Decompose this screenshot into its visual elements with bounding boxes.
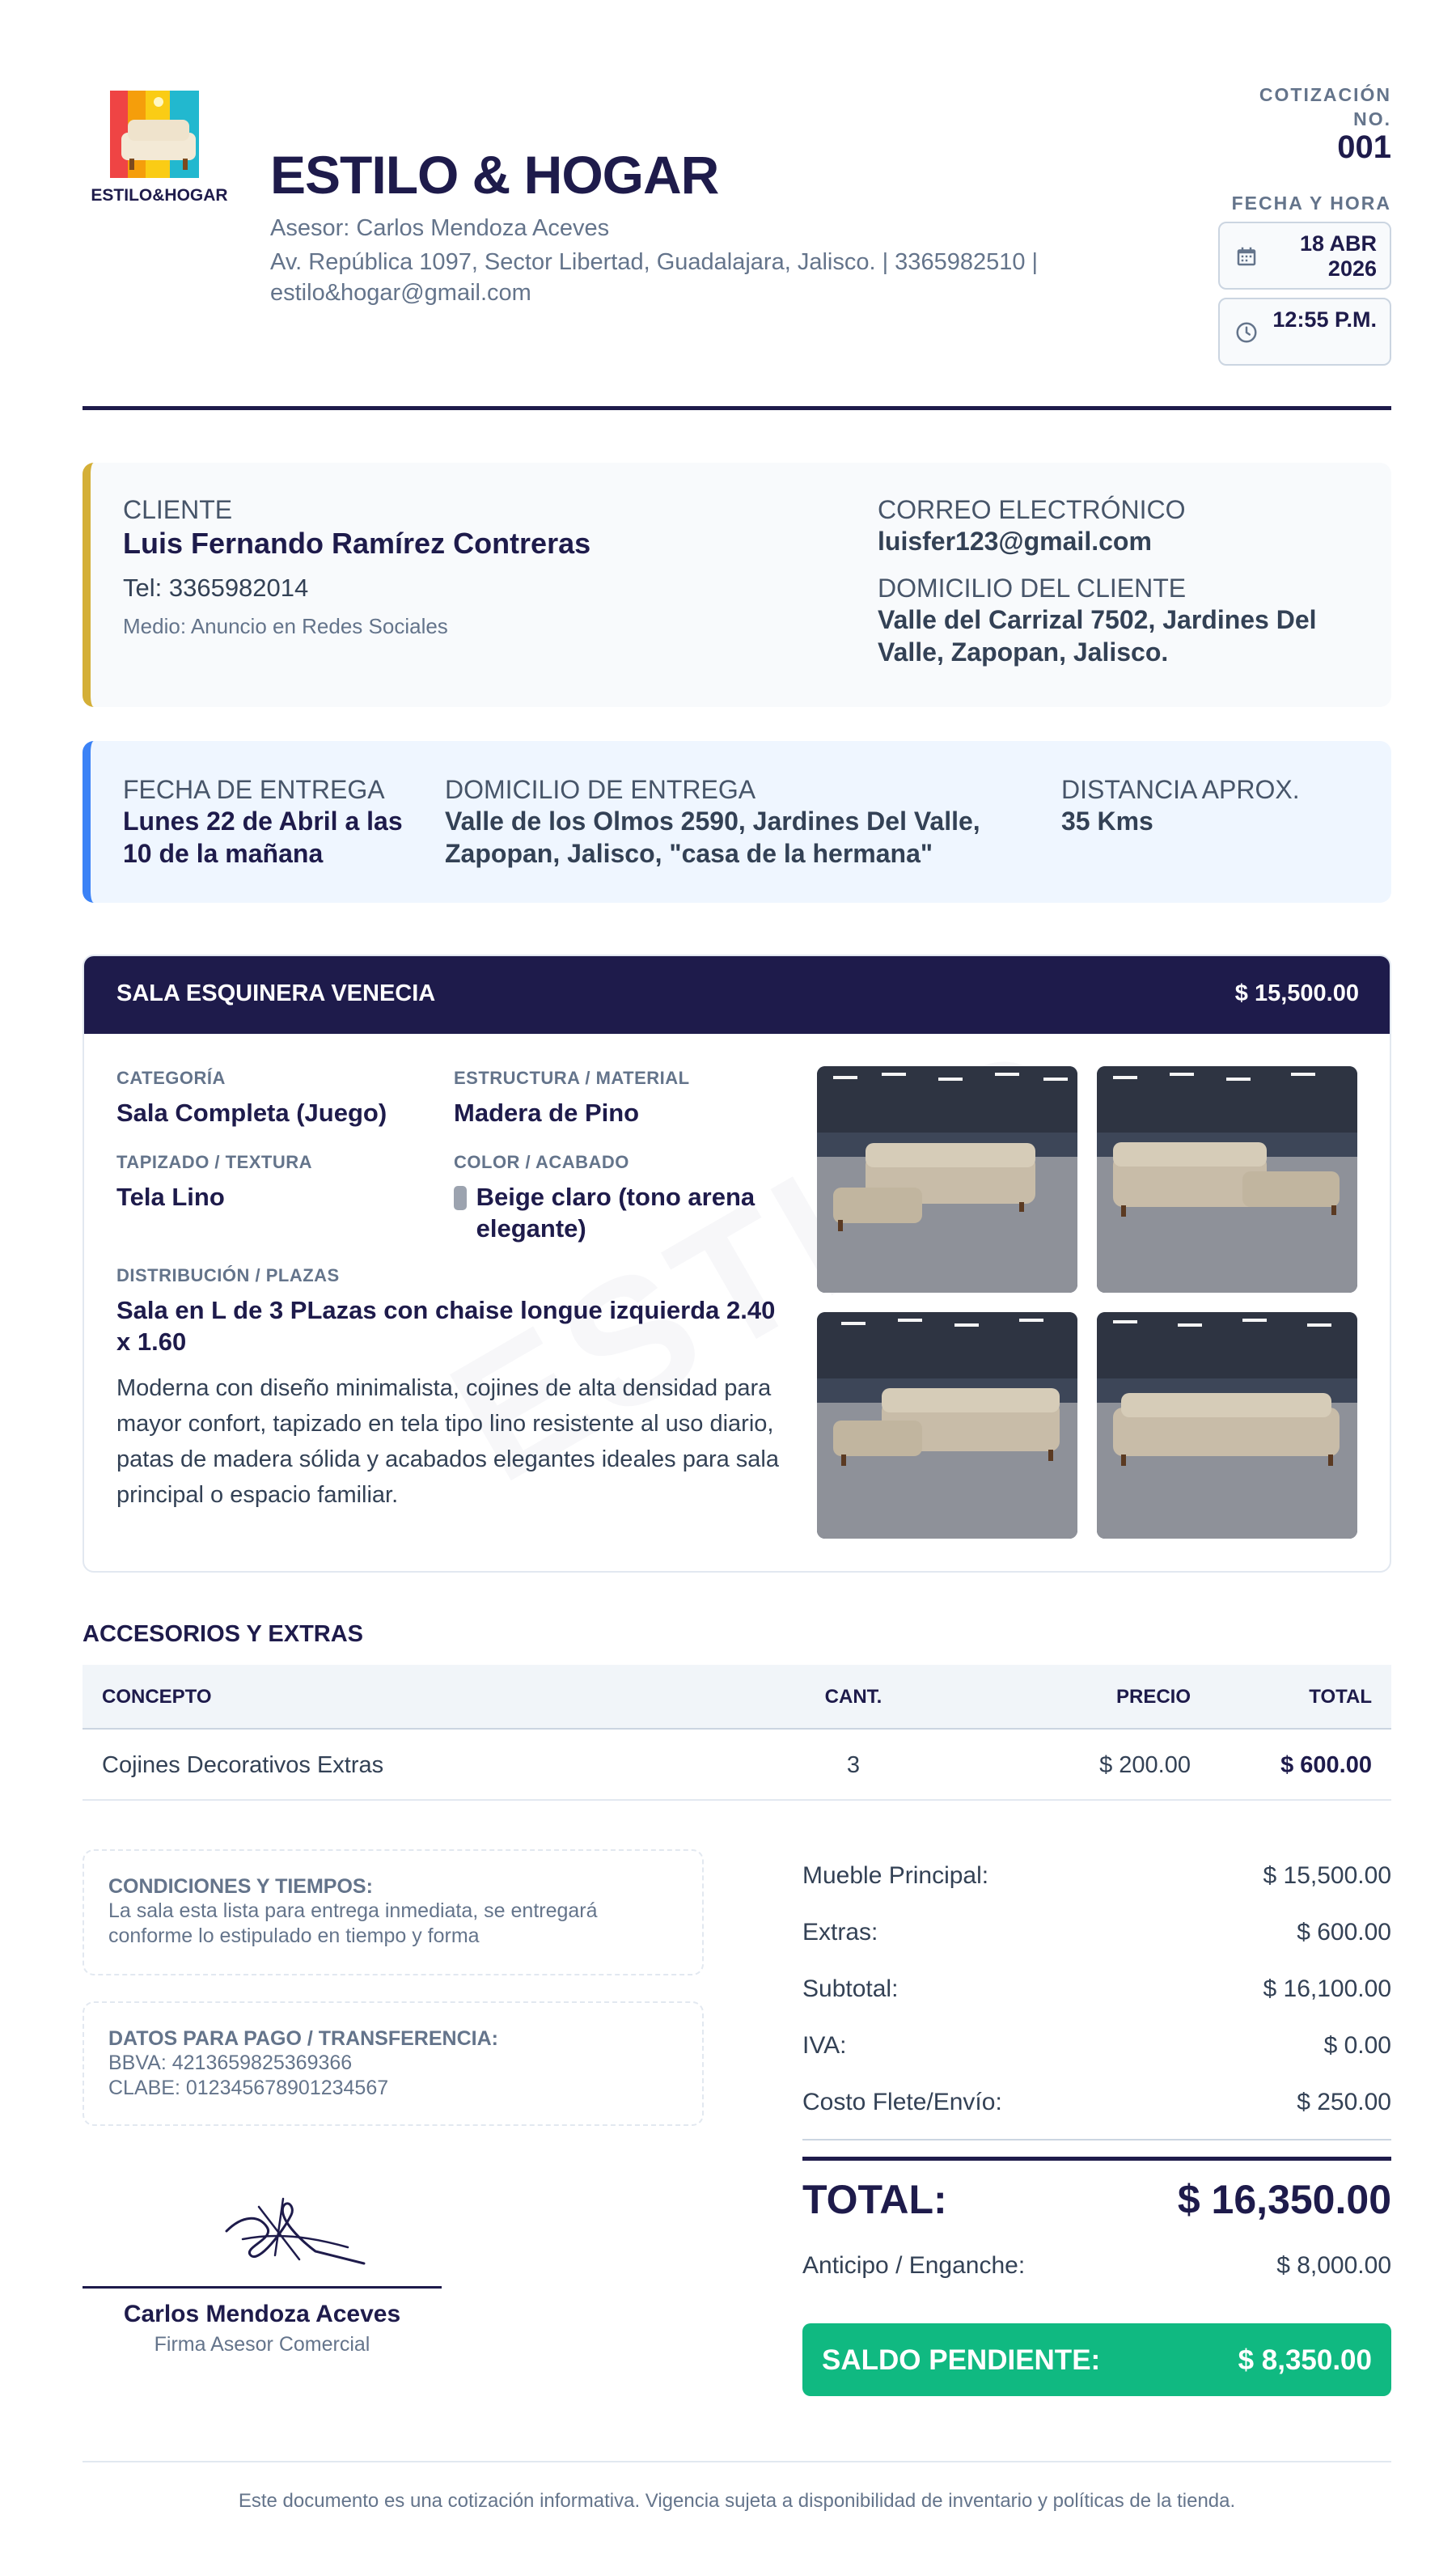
date-box — [1218, 222, 1391, 290]
subtotal-label: Subtotal: — [802, 1975, 899, 2002]
total-row-extras — [802, 1919, 1391, 1951]
total-value: $ 16,350.00 — [1177, 2177, 1391, 2222]
client-label: CLIENTE — [123, 495, 233, 524]
quote-time: 12:55 P.M. — [1272, 307, 1377, 332]
grand-total — [802, 2176, 1391, 2225]
signature-image — [210, 2183, 388, 2272]
spec-category — [116, 1068, 432, 1128]
subtotal-value: $ 16,100.00 — [1263, 1975, 1391, 2002]
spec-structure — [454, 1068, 777, 1128]
spec-upholstery-label: TAPIZADO / TEXTURA — [116, 1152, 313, 1172]
spec-color-label: COLOR / ACABADO — [454, 1152, 629, 1172]
brand-title: ESTILO & HOGAR — [270, 145, 719, 205]
client-address: Valle del Carrizal 7502, Jardines Del Valle, Zapopan, Jalisco. — [878, 605, 1317, 667]
extras-title: ACCESORIOS Y EXTRAS — [83, 1621, 364, 1647]
total-row-iva — [802, 2032, 1391, 2064]
extras-value: $ 600.00 — [1297, 1919, 1391, 1946]
quote-date: 18 ABR 2026 — [1299, 231, 1377, 281]
spec-upholstery-value: Tela Lino — [116, 1183, 225, 1211]
spec-structure-value: Madera de Pino — [454, 1099, 640, 1127]
spec-color-value: Beige claro (tono arena elegante) — [476, 1183, 756, 1243]
product-name: SALA ESQUINERA VENECIA — [116, 980, 436, 1006]
row-concept: Cojines Decorativos Extras — [102, 1752, 384, 1778]
spec-structure-label: ESTRUCTURA / MATERIAL — [454, 1068, 690, 1088]
client-address-label: DOMICILIO DEL CLIENTE — [878, 574, 1187, 603]
total-row-subtotal — [802, 1975, 1391, 2008]
deposit-label: Anticipo / Enganche: — [802, 2252, 1026, 2279]
col-total: TOTAL — [1309, 1686, 1372, 1708]
product-photo-3 — [817, 1312, 1077, 1539]
delivery-address: Valle de los Olmos 2590, Jardines Del Valle, Zapopan, Jalisco, "casa de la hermana" — [445, 807, 980, 868]
main-value: $ 15,500.00 — [1263, 1862, 1391, 1889]
payment-title: DATOS PARA PAGO / TRANSFERENCIA: — [108, 2027, 498, 2050]
delivery-card — [83, 741, 1391, 903]
calendar-icon — [1234, 244, 1259, 269]
signature-name: Carlos Mendoza Aceves — [123, 2301, 401, 2327]
product-description: Moderna con diseño minimalista, cojines de alta densidad para mayor confort, tapizado en tela tipo lino resistente al uso diario, patas de madera sólida y acabados elegantes ideales para sala principal o espacio familiar. — [116, 1375, 779, 1508]
client-card — [83, 463, 1391, 707]
product-photo-4 — [1097, 1312, 1357, 1539]
row-total: $ 600.00 — [1280, 1752, 1372, 1778]
payment-clabe: CLABE: 012345678901234567 — [108, 2077, 389, 2099]
table-row — [83, 1730, 1391, 1801]
datetime-label: FECHA Y HORA — [1231, 193, 1391, 214]
product-price: $ 15,500.00 — [1234, 980, 1359, 1006]
svg-text:ESTILO&HOGAR: ESTILO&HOGAR — [91, 186, 228, 205]
conditions-text: La sala esta lista para entrega inmediata, se entregará conforme lo estipulado en tiempo y forma — [108, 1899, 598, 1947]
product-card — [83, 955, 1391, 1573]
spec-category-value: Sala Completa (Juego) — [116, 1099, 387, 1127]
client-source: Medio: Anuncio en Redes Sociales — [123, 614, 448, 638]
clock-icon — [1234, 320, 1259, 345]
delivery-date: Lunes 22 de Abril a las 10 de la mañana — [123, 807, 403, 868]
shipping-label: Costo Flete/Envío: — [802, 2089, 1002, 2115]
signature-role: Firma Asesor Comercial — [154, 2333, 370, 2356]
store-address: Av. República 1097, Sector Libertad, Guadalajara, Jalisco. | 3365982510 | — [270, 249, 1039, 275]
col-concept: CONCEPTO — [102, 1686, 212, 1708]
iva-label: IVA: — [802, 2032, 847, 2059]
deposit-value: $ 8,000.00 — [1276, 2252, 1391, 2279]
total-label: TOTAL: — [802, 2177, 947, 2222]
conditions-box — [83, 1849, 704, 1975]
footer-disclaimer: Este documento es una cotización informativa. Vigencia sujeta a disponibilidad de inventario y políticas de la tienda. — [238, 2490, 1236, 2512]
balance-value: $ 8,350.00 — [1238, 2344, 1372, 2376]
delivery-date-label: FECHA DE ENTREGA — [123, 775, 385, 804]
delivery-address-label: DOMICILIO DE ENTREGA — [445, 775, 756, 804]
payment-box — [83, 2001, 704, 2126]
brand-logo — [86, 87, 233, 209]
totals-divider — [802, 2139, 1391, 2140]
total-row-main — [802, 1862, 1391, 1895]
totals-divider-thick — [802, 2157, 1391, 2161]
footer-divider — [83, 2461, 1391, 2462]
table-header — [83, 1665, 1391, 1730]
store-email: estilo&hogar@gmail.com — [270, 280, 531, 306]
spec-distribution-label: DISTRIBUCIÓN / PLAZAS — [116, 1265, 340, 1285]
time-box — [1218, 298, 1391, 366]
row-qty: 3 — [846, 1752, 861, 1778]
iva-value: $ 0.00 — [1323, 2032, 1391, 2059]
quote-number-label: COTIZACIÓN NO. — [1259, 84, 1391, 129]
col-qty: CANT. — [824, 1686, 882, 1708]
product-photo-2 — [1097, 1066, 1357, 1293]
extras-label: Extras: — [802, 1919, 878, 1946]
signature-line — [83, 2286, 442, 2289]
main-label: Mueble Principal: — [802, 1862, 989, 1889]
row-price: $ 200.00 — [1099, 1752, 1191, 1778]
product-photo-1 — [817, 1066, 1077, 1293]
spec-category-label: CATEGORÍA — [116, 1068, 226, 1088]
client-name: Luis Fernando Ramírez Contreras — [123, 527, 591, 560]
product-header — [84, 956, 1391, 1034]
quote-document — [83, 0, 1391, 2566]
header-divider — [83, 406, 1391, 410]
shipping-value: $ 250.00 — [1297, 2089, 1391, 2115]
spec-upholstery — [116, 1152, 432, 1213]
spec-color — [454, 1152, 785, 1244]
total-row-deposit — [802, 2252, 1391, 2284]
spec-distribution — [116, 1265, 780, 1357]
distance-value: 35 Kms — [1061, 807, 1153, 836]
payment-bbva: BBVA: 4213659825369366 — [108, 2052, 353, 2074]
advisor-name: Asesor: Carlos Mendoza Aceves — [270, 215, 610, 241]
conditions-title: CONDICIONES Y TIEMPOS: — [108, 1875, 373, 1898]
quote-number: 001 — [1337, 129, 1391, 165]
extras-table — [83, 1665, 1391, 1801]
distance-label: DISTANCIA APROX. — [1061, 775, 1300, 804]
client-email: luisfer123@gmail.com — [878, 527, 1152, 556]
balance-label: SALDO PENDIENTE: — [822, 2344, 1101, 2376]
total-row-shipping — [802, 2089, 1391, 2121]
balance-box — [802, 2323, 1391, 2396]
spec-distribution-value: Sala en L de 3 PLazas con chaise longue izquierda 2.40 x 1.60 — [116, 1296, 776, 1356]
client-phone: Tel: 3365982014 — [123, 574, 309, 602]
color-swatch — [454, 1186, 467, 1210]
client-email-label: CORREO ELECTRÓNICO — [878, 495, 1186, 524]
col-price: PRECIO — [1115, 1686, 1191, 1708]
